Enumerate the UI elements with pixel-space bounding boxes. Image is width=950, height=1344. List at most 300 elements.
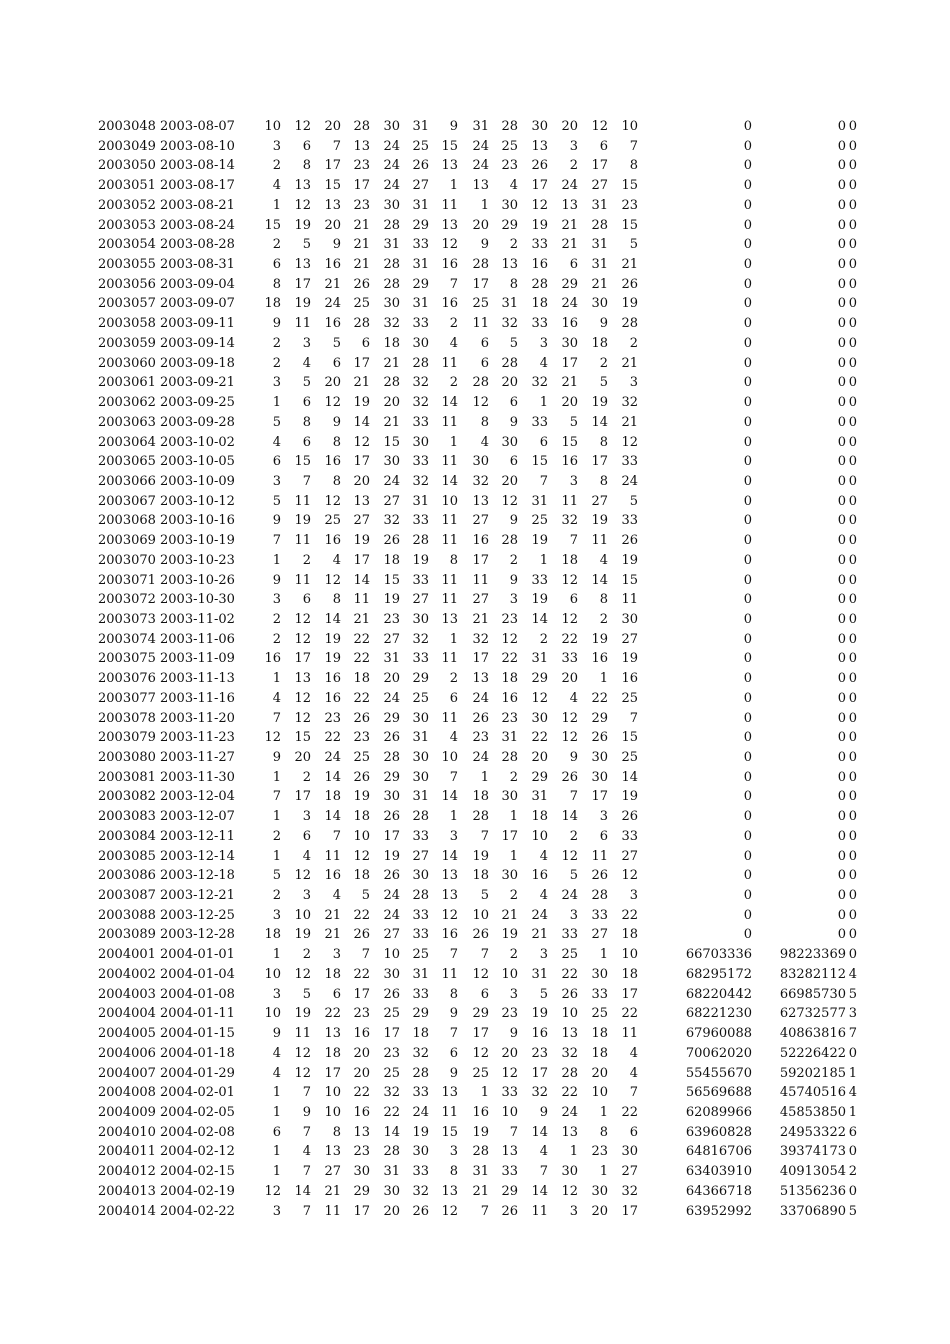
number-cell: 30 [501, 197, 518, 213]
number-cell: 7 [449, 769, 458, 785]
number-cell: 33 [561, 651, 578, 667]
number-cell: 5 [539, 986, 548, 1002]
winner-count: 0 [848, 848, 857, 864]
winner-count: 2 [848, 1164, 857, 1180]
number-cell: 31 [383, 237, 400, 253]
number-cell: 1 [599, 947, 608, 963]
number-cell: 33 [412, 513, 429, 529]
number-cell: 18 [324, 1045, 341, 1061]
table-row [0, 945, 950, 965]
number-cell: 33 [412, 572, 429, 588]
pool-amount: 0 [837, 789, 846, 805]
number-cell: 30 [412, 335, 429, 351]
number-cell: 7 [480, 828, 489, 844]
number-cell: 30 [531, 710, 548, 726]
number-cell: 1 [272, 552, 281, 568]
number-cell: 28 [501, 533, 518, 549]
number-cell: 18 [264, 927, 281, 943]
number-cell: 17 [324, 1065, 341, 1081]
number-cell: 11 [441, 197, 458, 213]
number-cell: 9 [509, 572, 518, 588]
number-cell: 7 [569, 789, 578, 805]
draw-date: 2004-02-15 [160, 1164, 235, 1180]
winner-count: 0 [848, 769, 857, 785]
sales-amount: 0 [743, 158, 752, 174]
pool-amount: 0 [837, 690, 846, 706]
number-cell: 6 [272, 1124, 281, 1140]
number-cell: 2 [272, 237, 281, 253]
number-cell: 3 [272, 907, 281, 923]
winner-count: 0 [848, 651, 857, 667]
number-cell: 5 [629, 237, 638, 253]
number-cell: 26 [353, 769, 370, 785]
number-cell: 33 [621, 828, 638, 844]
sales-amount: 0 [743, 178, 752, 194]
number-cell: 23 [353, 158, 370, 174]
table-row [0, 137, 950, 157]
number-cell: 13 [441, 888, 458, 904]
number-cell: 11 [441, 592, 458, 608]
issue-number: 2004006 [98, 1045, 156, 1061]
number-cell: 23 [383, 1045, 400, 1061]
number-cell: 20 [501, 473, 518, 489]
table-row [0, 551, 950, 571]
number-cell: 2 [599, 355, 608, 371]
number-cell: 10 [501, 1104, 518, 1120]
number-cell: 12 [353, 848, 370, 864]
number-cell: 27 [412, 848, 429, 864]
table-row [0, 827, 950, 847]
winner-count: 0 [848, 611, 857, 627]
number-cell: 5 [569, 868, 578, 884]
number-cell: 11 [531, 1203, 548, 1219]
number-cell: 18 [353, 671, 370, 687]
number-cell: 2 [449, 375, 458, 391]
number-cell: 9 [569, 750, 578, 765]
number-cell: 26 [501, 1203, 518, 1219]
number-cell: 4 [272, 434, 281, 450]
number-cell: 8 [509, 276, 518, 292]
number-cell: 20 [591, 1203, 608, 1219]
number-cell: 3 [539, 335, 548, 351]
number-cell: 6 [302, 828, 311, 844]
pool-amount: 0 [837, 237, 846, 253]
issue-number: 2003085 [98, 848, 156, 864]
number-cell: 19 [591, 631, 608, 647]
number-cell: 31 [531, 651, 548, 667]
number-cell: 4 [332, 552, 341, 568]
number-cell: 11 [294, 533, 311, 549]
winner-count: 0 [848, 730, 857, 746]
draw-date: 2003-08-10 [160, 138, 235, 154]
number-cell: 5 [509, 335, 518, 351]
number-cell: 11 [294, 493, 311, 509]
issue-number: 2003048 [98, 119, 156, 134]
number-cell: 28 [412, 1065, 429, 1081]
number-cell: 33 [412, 907, 429, 923]
number-cell: 17 [294, 651, 311, 667]
number-cell: 12 [501, 631, 518, 647]
number-cell: 4 [272, 690, 281, 706]
table-row [0, 1004, 950, 1024]
number-cell: 14 [531, 1124, 548, 1140]
pool-amount: 0 [837, 809, 846, 825]
pool-amount: 0 [837, 355, 846, 371]
winner-count: 0 [848, 434, 857, 450]
number-cell: 2 [272, 335, 281, 351]
table-row [0, 413, 950, 433]
number-cell: 6 [480, 986, 489, 1002]
table-row [0, 156, 950, 176]
number-cell: 33 [531, 414, 548, 430]
number-cell: 3 [509, 592, 518, 608]
table-row [0, 472, 950, 492]
issue-number: 2003058 [98, 316, 156, 332]
number-cell: 15 [561, 434, 578, 450]
winner-count: 0 [848, 907, 857, 923]
number-cell: 7 [272, 789, 281, 805]
number-cell: 33 [412, 316, 429, 332]
sales-amount: 0 [743, 828, 752, 844]
winner-count: 0 [848, 1045, 857, 1061]
issue-number: 2003052 [98, 197, 156, 213]
issue-number: 2004014 [98, 1203, 156, 1219]
number-cell: 1 [539, 552, 548, 568]
issue-number: 2003068 [98, 513, 156, 529]
sales-amount: 64366718 [685, 1183, 752, 1199]
number-cell: 3 [302, 888, 311, 904]
number-cell: 20 [561, 119, 578, 134]
table-row [0, 866, 950, 886]
number-cell: 4 [599, 552, 608, 568]
number-cell: 1 [480, 769, 489, 785]
number-cell: 12 [531, 197, 548, 213]
number-cell: 11 [441, 355, 458, 371]
number-cell: 32 [621, 395, 638, 411]
issue-number: 2003075 [98, 651, 156, 667]
number-cell: 31 [412, 493, 429, 509]
pool-amount: 0 [837, 769, 846, 785]
pool-amount: 59202185 [779, 1065, 846, 1081]
number-cell: 22 [561, 1085, 578, 1101]
draw-date: 2003-11-16 [160, 690, 235, 706]
number-cell: 23 [353, 197, 370, 213]
table-row [0, 748, 950, 768]
table-row [0, 314, 950, 334]
number-cell: 26 [591, 868, 608, 884]
number-cell: 23 [353, 730, 370, 746]
number-cell: 32 [561, 513, 578, 529]
winner-count: 0 [848, 178, 857, 194]
number-cell: 1 [480, 197, 489, 213]
number-cell: 12 [294, 1065, 311, 1081]
number-cell: 22 [353, 907, 370, 923]
number-cell: 5 [361, 888, 370, 904]
number-cell: 33 [561, 927, 578, 943]
table-row [0, 709, 950, 729]
draw-date: 2003-11-13 [160, 671, 235, 687]
number-cell: 1 [509, 848, 518, 864]
number-cell: 6 [302, 434, 311, 450]
number-cell: 19 [294, 1006, 311, 1022]
table-row [0, 807, 950, 827]
number-cell: 6 [569, 257, 578, 273]
number-cell: 16 [324, 868, 341, 884]
draw-date: 2003-09-18 [160, 355, 235, 371]
number-cell: 12 [294, 197, 311, 213]
number-cell: 11 [621, 592, 638, 608]
number-cell: 17 [472, 276, 489, 292]
number-cell: 6 [302, 592, 311, 608]
number-cell: 16 [353, 1026, 370, 1042]
number-cell: 28 [383, 257, 400, 273]
number-cell: 16 [531, 1026, 548, 1042]
draw-date: 2004-01-15 [160, 1026, 235, 1042]
number-cell: 3 [449, 1144, 458, 1160]
winner-count: 0 [848, 1183, 857, 1199]
number-cell: 19 [353, 789, 370, 805]
number-cell: 25 [531, 513, 548, 529]
number-cell: 23 [501, 710, 518, 726]
number-cell: 25 [412, 690, 429, 706]
number-cell: 14 [353, 572, 370, 588]
number-cell: 21 [324, 907, 341, 923]
pool-amount: 0 [837, 178, 846, 194]
sales-amount: 0 [743, 513, 752, 529]
number-cell: 13 [441, 217, 458, 233]
pool-amount: 0 [837, 671, 846, 687]
winner-count: 0 [848, 828, 857, 844]
number-cell: 33 [412, 1085, 429, 1101]
number-cell: 31 [412, 296, 429, 312]
number-cell: 7 [302, 1164, 311, 1180]
number-cell: 22 [353, 690, 370, 706]
number-cell: 2 [272, 828, 281, 844]
number-cell: 22 [383, 1104, 400, 1120]
number-cell: 1 [449, 809, 458, 825]
number-cell: 8 [449, 986, 458, 1002]
number-cell: 33 [531, 572, 548, 588]
number-cell: 31 [531, 789, 548, 805]
number-cell: 23 [501, 1006, 518, 1022]
number-cell: 16 [621, 671, 638, 687]
number-cell: 5 [569, 414, 578, 430]
number-cell: 28 [472, 809, 489, 825]
draw-date: 2003-11-30 [160, 769, 235, 785]
number-cell: 23 [353, 1144, 370, 1160]
number-cell: 11 [353, 592, 370, 608]
pool-amount: 0 [837, 316, 846, 332]
number-cell: 7 [449, 947, 458, 963]
number-cell: 26 [353, 927, 370, 943]
number-cell: 11 [441, 572, 458, 588]
issue-number: 2003062 [98, 395, 156, 411]
table-row [0, 590, 950, 610]
number-cell: 26 [472, 927, 489, 943]
winner-count: 0 [848, 119, 857, 134]
number-cell: 14 [441, 473, 458, 489]
sales-amount: 56569688 [685, 1085, 752, 1101]
number-cell: 29 [472, 1006, 489, 1022]
number-cell: 13 [561, 1026, 578, 1042]
number-cell: 31 [412, 119, 429, 134]
sales-amount: 0 [743, 572, 752, 588]
number-cell: 1 [272, 809, 281, 825]
number-cell: 20 [383, 1203, 400, 1219]
number-cell: 7 [302, 473, 311, 489]
number-cell: 2 [509, 947, 518, 963]
number-cell: 28 [353, 316, 370, 332]
number-cell: 4 [449, 730, 458, 746]
table-row [0, 235, 950, 255]
number-cell: 30 [621, 611, 638, 627]
number-cell: 29 [501, 1183, 518, 1199]
draw-date: 2003-10-05 [160, 454, 235, 470]
sales-amount: 0 [743, 217, 752, 233]
number-cell: 31 [591, 197, 608, 213]
number-cell: 27 [591, 178, 608, 194]
number-cell: 1 [599, 1164, 608, 1180]
pool-amount: 0 [837, 533, 846, 549]
number-cell: 24 [324, 296, 341, 312]
number-cell: 17 [353, 355, 370, 371]
number-cell: 22 [353, 651, 370, 667]
number-cell: 12 [294, 966, 311, 982]
issue-number: 2003051 [98, 178, 156, 194]
number-cell: 1 [272, 947, 281, 963]
draw-date: 2003-10-16 [160, 513, 235, 529]
number-cell: 6 [449, 690, 458, 706]
number-cell: 7 [449, 1026, 458, 1042]
number-cell: 25 [501, 138, 518, 154]
number-cell: 26 [531, 158, 548, 174]
winner-count: 1 [848, 1065, 857, 1081]
number-cell: 3 [539, 947, 548, 963]
number-cell: 19 [472, 1124, 489, 1140]
number-cell: 14 [591, 414, 608, 430]
pool-amount: 0 [837, 888, 846, 904]
number-cell: 30 [383, 789, 400, 805]
number-cell: 29 [412, 276, 429, 292]
number-cell: 1 [272, 1164, 281, 1180]
number-cell: 24 [412, 1104, 429, 1120]
winner-count: 4 [848, 1085, 857, 1101]
pool-amount: 40913054 [779, 1164, 846, 1180]
number-cell: 7 [302, 1203, 311, 1219]
number-cell: 30 [591, 966, 608, 982]
number-cell: 16 [324, 316, 341, 332]
number-cell: 15 [621, 217, 638, 233]
number-cell: 2 [539, 631, 548, 647]
number-cell: 21 [324, 276, 341, 292]
sales-amount: 68295172 [685, 966, 752, 982]
number-cell: 17 [383, 1026, 400, 1042]
number-cell: 2 [509, 769, 518, 785]
winner-count: 0 [848, 335, 857, 351]
number-cell: 26 [621, 533, 638, 549]
number-cell: 30 [412, 710, 429, 726]
number-cell: 15 [441, 1124, 458, 1140]
number-cell: 28 [501, 355, 518, 371]
number-cell: 20 [472, 217, 489, 233]
number-cell: 24 [383, 178, 400, 194]
sales-amount: 0 [743, 769, 752, 785]
number-cell: 9 [449, 1065, 458, 1081]
number-cell: 33 [412, 927, 429, 943]
number-cell: 32 [412, 395, 429, 411]
number-cell: 6 [629, 1124, 638, 1140]
draw-date: 2003-10-12 [160, 493, 235, 509]
number-cell: 27 [591, 927, 608, 943]
issue-number: 2003070 [98, 552, 156, 568]
number-cell: 24 [472, 138, 489, 154]
number-cell: 28 [472, 257, 489, 273]
number-cell: 31 [472, 1164, 489, 1180]
draw-date: 2003-10-02 [160, 434, 235, 450]
pool-amount: 0 [837, 473, 846, 489]
number-cell: 20 [353, 473, 370, 489]
number-cell: 18 [591, 1026, 608, 1042]
number-cell: 17 [294, 789, 311, 805]
number-cell: 6 [272, 257, 281, 273]
number-cell: 13 [472, 493, 489, 509]
number-cell: 5 [332, 335, 341, 351]
number-cell: 1 [509, 809, 518, 825]
number-cell: 13 [441, 1085, 458, 1101]
number-cell: 32 [531, 1085, 548, 1101]
number-cell: 32 [383, 513, 400, 529]
winner-count: 5 [848, 1203, 857, 1219]
number-cell: 14 [561, 809, 578, 825]
number-cell: 30 [383, 119, 400, 134]
number-cell: 13 [441, 1183, 458, 1199]
number-cell: 16 [441, 927, 458, 943]
number-cell: 24 [561, 178, 578, 194]
number-cell: 33 [412, 237, 429, 253]
number-cell: 11 [441, 533, 458, 549]
number-cell: 15 [294, 730, 311, 746]
number-cell: 11 [591, 848, 608, 864]
pool-amount: 0 [837, 217, 846, 233]
table-row [0, 787, 950, 807]
winner-count: 0 [848, 257, 857, 273]
issue-number: 2004004 [98, 1006, 156, 1022]
number-cell: 24 [383, 907, 400, 923]
number-cell: 2 [509, 552, 518, 568]
number-cell: 24 [472, 690, 489, 706]
number-cell: 13 [294, 178, 311, 194]
lottery-results-table [0, 117, 950, 1221]
number-cell: 4 [302, 1144, 311, 1160]
number-cell: 8 [302, 158, 311, 174]
number-cell: 27 [621, 848, 638, 864]
number-cell: 7 [629, 1085, 638, 1101]
pool-amount: 0 [837, 611, 846, 627]
number-cell: 28 [621, 316, 638, 332]
number-cell: 19 [353, 533, 370, 549]
number-cell: 16 [324, 671, 341, 687]
winner-count: 0 [848, 473, 857, 489]
number-cell: 12 [441, 1203, 458, 1219]
number-cell: 20 [383, 395, 400, 411]
number-cell: 14 [324, 809, 341, 825]
number-cell: 3 [449, 828, 458, 844]
number-cell: 32 [472, 473, 489, 489]
issue-number: 2004002 [98, 966, 156, 982]
number-cell: 23 [621, 197, 638, 213]
number-cell: 14 [531, 1183, 548, 1199]
winner-count: 4 [848, 966, 857, 982]
